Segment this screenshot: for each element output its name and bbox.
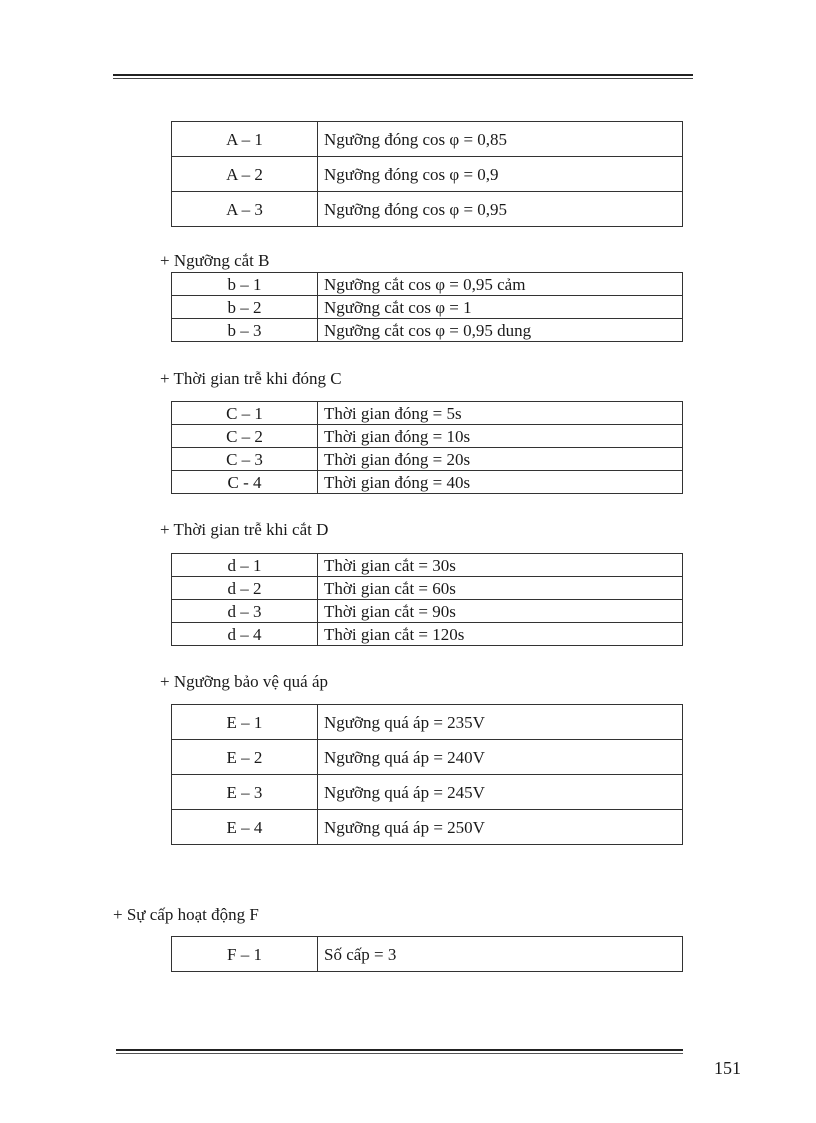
table-c: [171, 401, 683, 494]
row-desc: Ngưỡng cắt cos φ = 1: [318, 296, 683, 319]
row-code: F – 1: [172, 937, 318, 972]
table-row: [172, 740, 683, 775]
table-row: [172, 157, 683, 192]
row-code: E – 1: [172, 705, 318, 740]
row-code: b – 2: [172, 296, 318, 319]
table-row: [172, 937, 683, 972]
row-code: d – 3: [172, 600, 318, 623]
table-row: [172, 775, 683, 810]
row-desc: Ngưỡng đóng cos φ = 0,95: [318, 192, 683, 227]
table-row: [172, 600, 683, 623]
row-desc: Ngưỡng quá áp = 240V: [318, 740, 683, 775]
row-desc: Thời gian đóng = 10s: [318, 425, 683, 448]
table-row: [172, 471, 683, 494]
row-code: E – 2: [172, 740, 318, 775]
table-row: [172, 810, 683, 845]
section-b-heading: + Ngưỡng cắt B: [160, 251, 270, 270]
table-a: [171, 121, 683, 227]
row-desc: Ngưỡng cắt cos φ = 0,95 dung: [318, 319, 683, 342]
row-desc: Ngưỡng quá áp = 245V: [318, 775, 683, 810]
footer-rule: [116, 1049, 683, 1054]
row-desc: Ngưỡng đóng cos φ = 0,9: [318, 157, 683, 192]
row-code: C – 3: [172, 448, 318, 471]
table-row: [172, 319, 683, 342]
row-code: E – 4: [172, 810, 318, 845]
table-row: [172, 623, 683, 646]
row-code: C – 1: [172, 402, 318, 425]
row-desc: Thời gian cắt = 30s: [318, 554, 683, 577]
row-desc: Thời gian cắt = 60s: [318, 577, 683, 600]
table-row: [172, 402, 683, 425]
row-code: d – 4: [172, 623, 318, 646]
page-number: 151: [714, 1058, 741, 1078]
row-desc: Thời gian cắt = 90s: [318, 600, 683, 623]
section-e-heading: + Ngưỡng bảo vệ quá áp: [160, 672, 328, 691]
row-desc: Ngưỡng quá áp = 235V: [318, 705, 683, 740]
row-code: d – 1: [172, 554, 318, 577]
row-code: A – 2: [172, 157, 318, 192]
row-code: C – 2: [172, 425, 318, 448]
table-row: [172, 577, 683, 600]
section-c-heading: + Thời gian trễ khi đóng C: [160, 369, 342, 388]
row-code: d – 2: [172, 577, 318, 600]
row-desc: Thời gian đóng = 5s: [318, 402, 683, 425]
section-d-heading: + Thời gian trễ khi cắt D: [160, 520, 329, 539]
table-row: [172, 554, 683, 577]
row-code: A – 1: [172, 122, 318, 157]
row-code: b – 1: [172, 273, 318, 296]
table-row: [172, 273, 683, 296]
row-desc: Ngưỡng quá áp = 250V: [318, 810, 683, 845]
table-e: [171, 704, 683, 845]
table-b: [171, 272, 683, 342]
table-row: [172, 122, 683, 157]
table-row: [172, 425, 683, 448]
table-d: [171, 553, 683, 646]
row-code: E – 3: [172, 775, 318, 810]
table-row: [172, 705, 683, 740]
table-f: [171, 936, 683, 972]
section-f-heading: + Sự cấp hoạt động F: [113, 905, 259, 924]
row-desc: Thời gian đóng = 20s: [318, 448, 683, 471]
table-row: [172, 192, 683, 227]
table-row: [172, 296, 683, 319]
row-desc: Thời gian cắt = 120s: [318, 623, 683, 646]
row-desc: Số cấp = 3: [318, 937, 683, 972]
row-code: A – 3: [172, 192, 318, 227]
row-desc: Ngưỡng đóng cos φ = 0,85: [318, 122, 683, 157]
table-row: [172, 448, 683, 471]
row-desc: Thời gian đóng = 40s: [318, 471, 683, 494]
header-rule: [113, 74, 693, 79]
row-code: b – 3: [172, 319, 318, 342]
row-desc: Ngưỡng cắt cos φ = 0,95 cảm: [318, 273, 683, 296]
row-code: C - 4: [172, 471, 318, 494]
